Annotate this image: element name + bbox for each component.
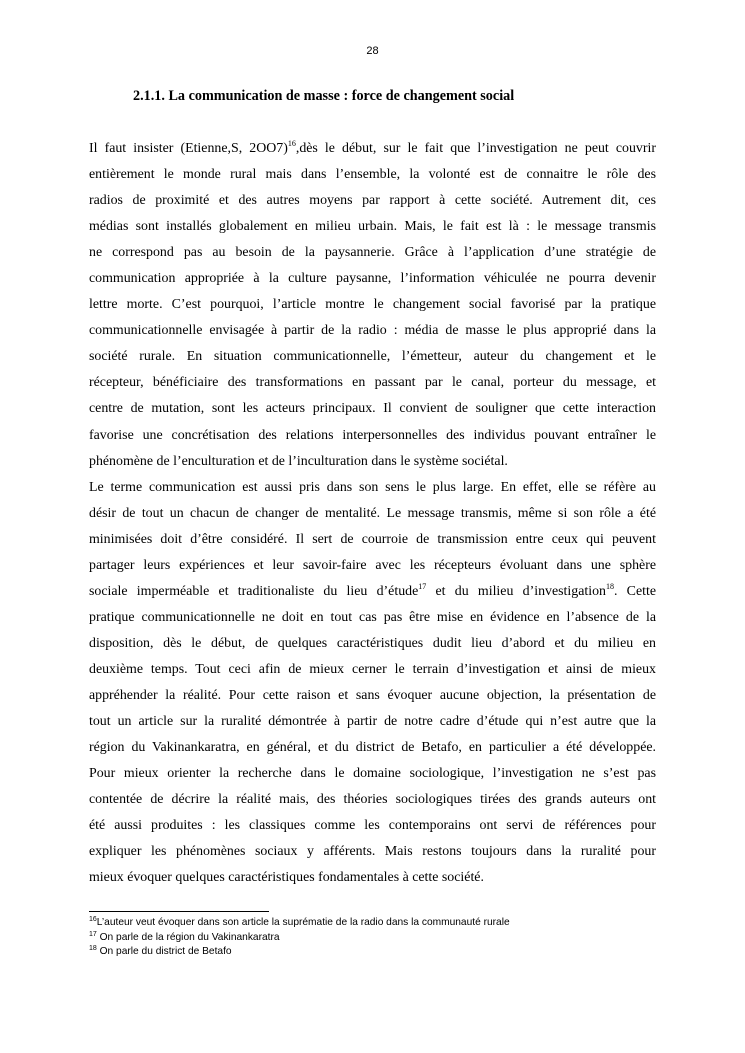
text-line — [89, 188, 656, 214]
line-text: expliquer les phénomènes sociaux y afférents. Mais restons toujours dans la ruralité pour — [89, 844, 656, 860]
text-line — [89, 553, 656, 579]
footnote-text: L’auteur veut évoquer dans son article la suprématie de la radio dans la communauté rurale — [96, 917, 510, 928]
text-line — [89, 579, 656, 605]
line-text: Pour mieux orienter la recherche dans le domaine sociologique, l’investigation ne s’est pas — [89, 766, 656, 782]
paragraph-1 — [89, 136, 656, 475]
footnote-18 — [89, 945, 656, 960]
text-line — [89, 318, 656, 344]
text-line — [89, 449, 656, 475]
text-line — [89, 136, 656, 162]
text-line — [89, 657, 656, 683]
text-line — [89, 292, 656, 318]
line-text: région du Vakinankaratra, en général, et du district de Betafo, en particulier a été développée. — [89, 740, 656, 756]
line-text: partager leurs expériences et leur savoir-faire avec les récepteurs évoluant dans une sphère — [89, 557, 656, 573]
body-text — [89, 136, 656, 891]
line-text: centre de mutation, sont les acteurs principaux. Il convient de souligner que cette interaction — [89, 401, 656, 417]
text-line — [89, 240, 656, 266]
footnote-text: On parle de la région du Vakinankaratra — [96, 931, 280, 943]
footnote-separator — [89, 911, 269, 912]
line-text: favorise une concrétisation des relations interpersonnelles des individus pouvant entraîner le — [89, 427, 656, 443]
line-text: ne correspond pas au besoin de la paysannerie. Grâce à l’application d’une stratégie de — [89, 245, 656, 261]
line-text: communicationnelle envisagée à partir de la radio : média de masse le plus approprié dans la — [89, 323, 656, 339]
line-text: tout un article sur la ruralité démontrée à partir de notre cadre d’étude qui n’est autre que la — [89, 714, 656, 730]
footnote-text: On parle du district de Betafo — [96, 946, 232, 957]
line-text: pratique communicationnelle ne doit en tout cas pas être mise en évidence en l’absence de la — [89, 609, 656, 625]
text-line — [89, 423, 656, 449]
line-text: appréhender la réalité. Pour cette raison et sans évoquer aucune objection, la présentation de — [89, 687, 656, 703]
footnote-16 — [89, 916, 656, 931]
text-line — [89, 266, 656, 292]
text-line — [89, 396, 656, 422]
footnote-ref: 18 — [89, 945, 97, 952]
line-text: radios de proximité et des autres moyens par rapport à cette société. Autrement dit, ces — [89, 193, 656, 209]
page-number: 28 — [366, 45, 379, 57]
text-line — [89, 813, 656, 839]
text-line — [89, 787, 656, 813]
text-line — [89, 631, 656, 657]
line-text: été aussi produites : les classiques comme les contemporains ont servi de références pour — [89, 818, 656, 834]
text-line — [89, 344, 656, 370]
text-line — [89, 839, 656, 865]
footnote-17 — [89, 931, 656, 946]
text-line — [89, 605, 656, 631]
text-line — [89, 709, 656, 735]
line-text: sociale imperméable et traditionaliste du lieu d’étude — [89, 583, 419, 599]
line-text: phénomène de l’enculturation et de l’inculturation dans le système sociétal. — [89, 453, 508, 469]
text-line — [89, 162, 656, 188]
footnote-ref: 16 — [287, 139, 296, 148]
line-text: et du milieu d’investigation — [426, 583, 606, 599]
section-heading: 2.1.1. La communication de masse : force de changement social — [133, 88, 515, 104]
line-text: communication appropriée à la culture paysanne, l’information véhiculée ne pourra devenir — [89, 271, 656, 287]
text-line — [89, 214, 656, 240]
line-text: médias sont installés globalement en milieu urbain. Mais, le fait est là : le message transmis — [89, 219, 656, 235]
line-text: lettre morte. C’est pourquoi, l’article montre le changement social favorisé par la pratique — [89, 297, 656, 313]
text-line — [89, 527, 656, 553]
line-text: récepteur, bénéficiaire des transformations en passant par le canal, porteur du message, et — [89, 375, 656, 391]
line-text: Le terme communication est aussi pris dans son sens le plus large. En effet, elle se réfère au — [89, 479, 656, 495]
footnotes — [89, 916, 656, 960]
line-text: société rurale. En situation communicationnelle, l’émetteur, auteur du changement et le — [89, 349, 656, 365]
footnote-ref: 17 — [418, 581, 427, 591]
text-line — [89, 865, 656, 891]
line-text: contentée de décrire la réalité mais, des théories sociologiques tirées des grands auteurs ont — [89, 792, 656, 808]
line-text: mieux évoquer quelques caractéristiques fondamentales à cette société. — [89, 870, 484, 886]
text-line — [89, 475, 656, 501]
line-text: ,dès le début, sur le fait que l’investigation ne peut couvrir — [295, 141, 656, 156]
line-text: entièrement le monde rural mais dans l’ensemble, la volonté est de connaitre le rôle des — [89, 167, 656, 183]
text-line — [89, 683, 656, 709]
text-line — [89, 501, 656, 527]
line-text: Il faut insister (Etienne,S, 2OO7) — [89, 141, 288, 156]
line-text: minimisées doit d’être considéré. Il sert de courroie de transmission entre ceux qui peuvent — [89, 531, 656, 547]
footnote-ref: 18 — [605, 581, 614, 591]
text-line — [89, 370, 656, 396]
footnote-ref: 16 — [89, 916, 97, 923]
footnote-ref: 17 — [89, 930, 97, 938]
text-line — [89, 735, 656, 761]
line-text: désir de tout un chacun de changer de mentalité. Le message transmis, même si son rôle a été — [89, 505, 656, 521]
line-text: . Cette — [613, 583, 656, 599]
paragraph-2 — [89, 475, 656, 892]
line-text: deuxième temps. Tout ceci afin de mieux cerner le terrain d’investigation et ainsi de mieux — [89, 661, 656, 677]
line-text: disposition, dès le début, de quelques caractéristiques dudit lieu d’abord et du milieu en — [89, 635, 656, 651]
text-line — [89, 761, 656, 787]
